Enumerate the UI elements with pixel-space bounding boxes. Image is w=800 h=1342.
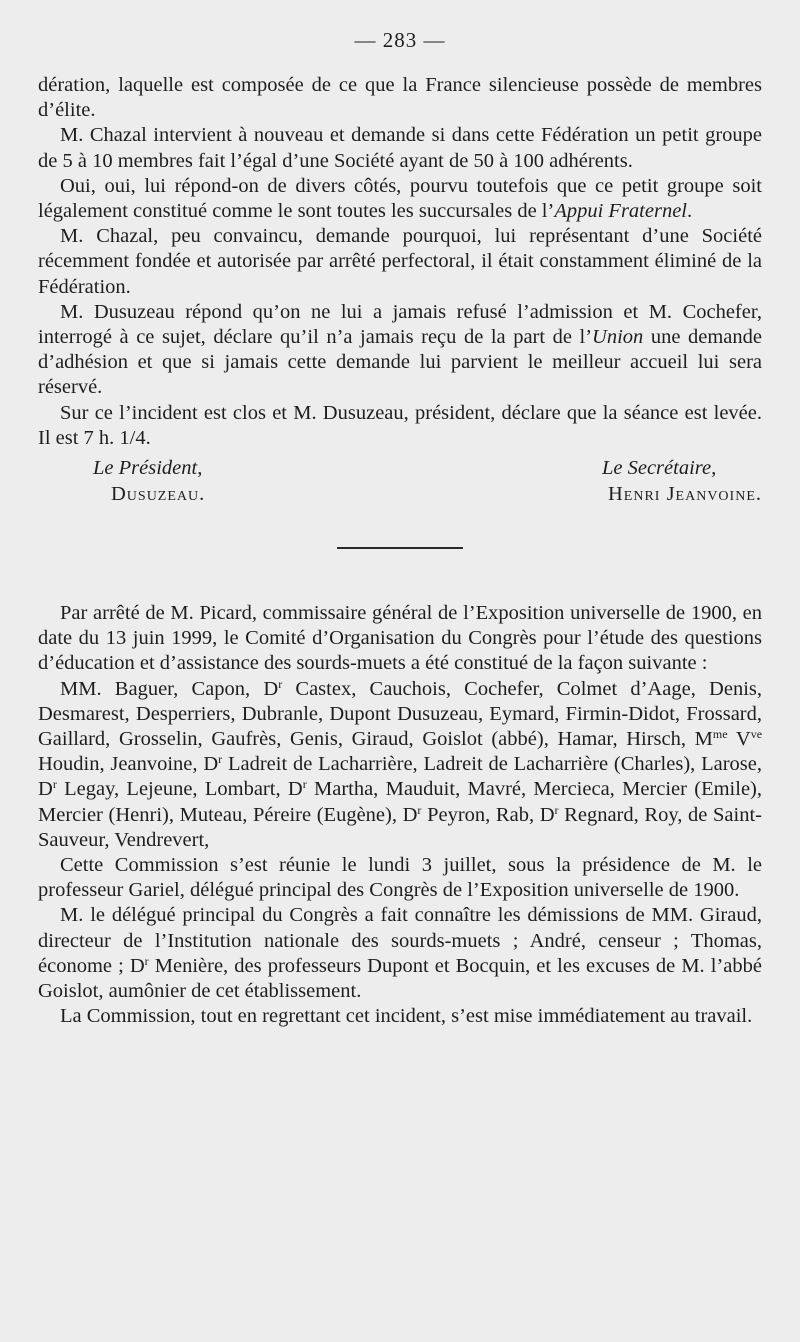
paragraph: Cette Commission s’est réunie le lundi 3 juillet, sous la présidence de M. le professeur Gariel, délégué principal des Congrès de l’Exposition universelle de 1900. (38, 854, 762, 902)
paragraph: M. Chazal intervient à nouveau et demande si dans cette Fédération un petit groupe de 5 à 10 membres fait l’égal d’une Société ayant de 50 à 100 adhérents. (38, 124, 762, 172)
secretary-name: Henri Jeanvoine. (607, 483, 762, 506)
paragraph: Sur ce l’incident est clos et M. Dusuzeau, président, déclare que la séance est levée. Il est 7 h. 1/4. (38, 401, 762, 449)
committee-text (38, 601, 762, 1029)
president-signature (38, 455, 205, 507)
society-name: Appui Fraternel (554, 200, 688, 223)
paragraph: M. Chazal, peu convaincu, demande pourquoi, lui représentant d’une Société récemment fondée et autorisée par arrêté perfectoral, il était constamment éliminé de la Fédération. (38, 225, 762, 298)
section-divider (337, 547, 463, 549)
president-title: Le Président, (93, 457, 203, 480)
minutes-text (38, 73, 762, 451)
president-name: Dusuzeau. (111, 483, 206, 506)
paragraph: Oui, oui, lui répond-on de divers côtés, pourvu toutefois que ce petit groupe soit légalement constitué comme le sont toutes les succursales de l’Appui Fraternel. (38, 174, 762, 223)
paragraph: Par arrêté de M. Picard, commissaire général de l’Exposition universelle de 1900, en date du 13 juin 1999, le Comité d’Organisation du Congrès pour l’étude des questions d’éducation et d’assistance des sourds-muets a été constitué de la façon suivante : (38, 602, 762, 675)
signatures (38, 455, 762, 507)
society-name: Union (592, 326, 644, 349)
paragraph: M. le délégué principal du Congrès a fait connaître les démissions de MM. Giraud, directeur de l’Institution nationale des sourds-muets ; André, censeur ; Thomas, économe ; $D^r$ Menière, des professeurs Dupont et Bocquin, et les excuses de M. l’abbé Goislot, aumônier de cet établissement. (38, 904, 762, 1003)
member-list: MM. Baguer, Capon, $D^r$ Castex, Cauchois, Cochefer, Colmet d’Aage, Denis, Desmarest, Desperriers, Dubranle, Dupont Dusuzeau, Eymard, Firmin-Didot, Frossard, Gaillard, Grosselin, Gaufrès, Genis, Giraud, Goislot (abbé), Hamar, Hirsch, $M^{me}$ $V^{ve}$ Houdin, Jeanvoine, $D^r$ Ladreit de Lacharrière, Ladreit de Lacharrière (Charles), Larose, $D^r$ Legay, Lejeune, Lombart, $D^r$ Martha, Mauduit, Mavré, Mercieca, Mercier (Emile), Mercier (Henri), Muteau, Péreire (Eugène), $D^r$ Peyron, Rab, $D^r$ Regnard, Roy, de Saint-Sauveur, Vendrevert, (38, 676, 763, 851)
secretary-signature (602, 455, 762, 507)
secretary-title: Le Secrétaire, (601, 457, 717, 480)
paragraph: M. Dusuzeau répond qu’on ne lui a jamais refusé l’admission et M. Cochefer, interrogé à ce sujet, déclare qu’il n’a jamais reçu de la part de l’Union une demande d’adhésion et que si jamais cette demande lui parvient le meilleur accueil lui sera réservé. (38, 300, 762, 399)
paragraph: La Commission, tout en regrettant cet incident, s’est mise immédiatement au travail. (60, 1005, 753, 1028)
paragraph: dération, laquelle est composée de ce que la France silencieuse possède de membres d’élite. (38, 74, 762, 122)
page-number: — 283 — (354, 28, 446, 52)
